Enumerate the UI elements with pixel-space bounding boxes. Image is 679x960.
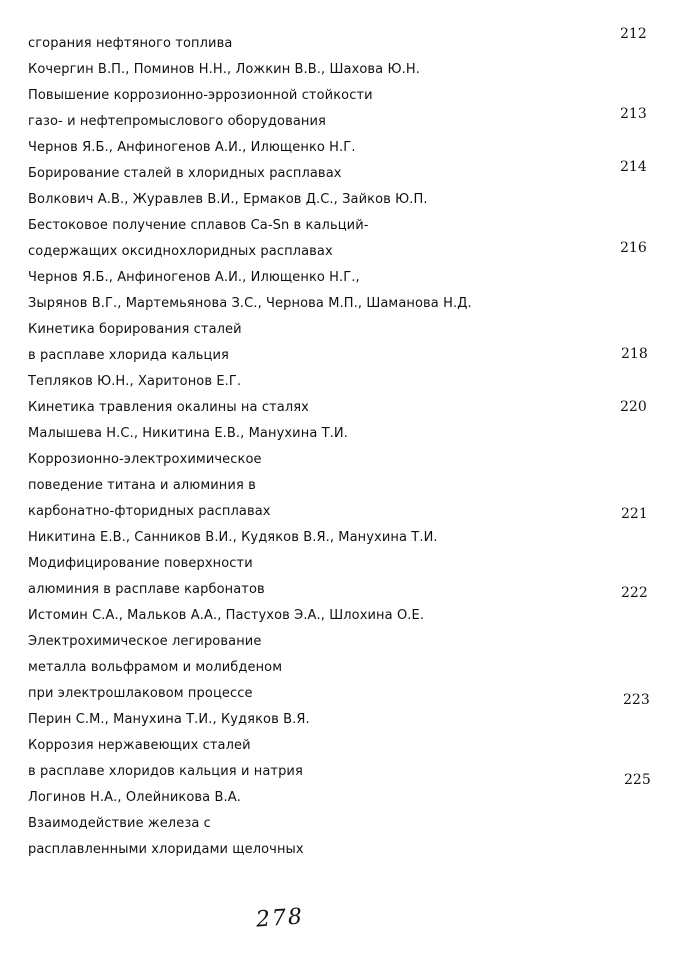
page-number: 214 [620,159,647,175]
page-number: 218 [621,346,648,362]
toc-line: Истомин С.А., Мальков А.А., Пастухов Э.А., Шлохина О.Е. [28,608,425,623]
toc-line: Зырянов В.Г., Мартемьянова З.С., Чернова М.П., Шаманова Н.Д. [28,296,472,311]
page-number: 216 [620,240,647,256]
toc-line: Никитина Е.В., Санников В.И., Кудяков В.Я., Манухина Т.И. [28,530,438,545]
toc-line: Борирование сталей в хлоридных расплавах [28,166,342,181]
toc-line: при электрошлаковом процессе [28,686,253,701]
toc-line: Перин С.М., Манухина Т.И., Кудяков В.Я. [28,712,310,727]
toc-line: в расплаве хлорида кальция [28,348,229,363]
toc-line: в расплаве хлоридов кальция и натрия [28,764,303,779]
toc-line: сгорания нефтяного топлива [28,36,233,51]
toc-line: Взаимодействие железа с [28,816,211,831]
toc-line: Коррозионно-электрохимическое [28,452,262,467]
toc-line: Электрохимическое легирование [28,634,262,649]
toc-line: Кинетика травления окалины на сталях [28,400,309,415]
toc-line: газо- и нефтепромыслового оборудования [28,114,326,129]
page-number: 222 [621,585,648,601]
toc-line: Модифицирование поверхности [28,556,253,571]
toc-line: карбонатно-фторидных расплавах [28,504,271,519]
page-number: 225 [624,772,651,788]
toc-line: Тепляков Ю.Н., Харитонов Е.Г. [28,374,242,389]
toc-line: Чернов Я.Б., Анфиногенов А.И., Илющенко Н.Г. [28,140,356,155]
toc-line: Кочергин В.П., Поминов Н.Н., Ложкин В.В., Шахова Ю.Н. [28,62,420,77]
page-number: 213 [620,106,647,122]
page-number: 223 [623,692,650,708]
toc-line: расплавленными хлоридами щелочных [28,842,304,857]
toc-line: Логинов Н.А., Олейникова В.А. [28,790,241,805]
toc-line: Чернов Я.Б., Анфиногенов А.И., Илющенко Н.Г., [28,270,360,285]
page-number: 221 [621,506,648,522]
toc-line: Коррозия нержавеющих сталей [28,738,251,753]
toc-line: алюминия в расплаве карбонатов [28,582,265,597]
toc-line: Малышева Н.С., Никитина Е.В., Манухина Т.И. [28,426,348,441]
toc-line: Повышение коррозионно-эррозионной стойкости [28,88,373,103]
toc-line: металла вольфрамом и молибденом [28,660,283,675]
toc-line: поведение титана и алюминия в [28,478,256,493]
toc-line: Кинетика борирования сталей [28,322,242,337]
toc-line: Волкович А.В., Журавлев В.И., Ермаков Д.С., Зайков Ю.П. [28,192,428,207]
toc-line: Бестоковое получение сплавов Ca-Sn в кальций- [28,218,369,233]
page-number: 212 [620,26,647,42]
handwritten-page-number: 278 [255,904,305,933]
toc-line: содержащих оксиднохлоридных расплавах [28,244,333,259]
page-number: 220 [620,399,647,415]
